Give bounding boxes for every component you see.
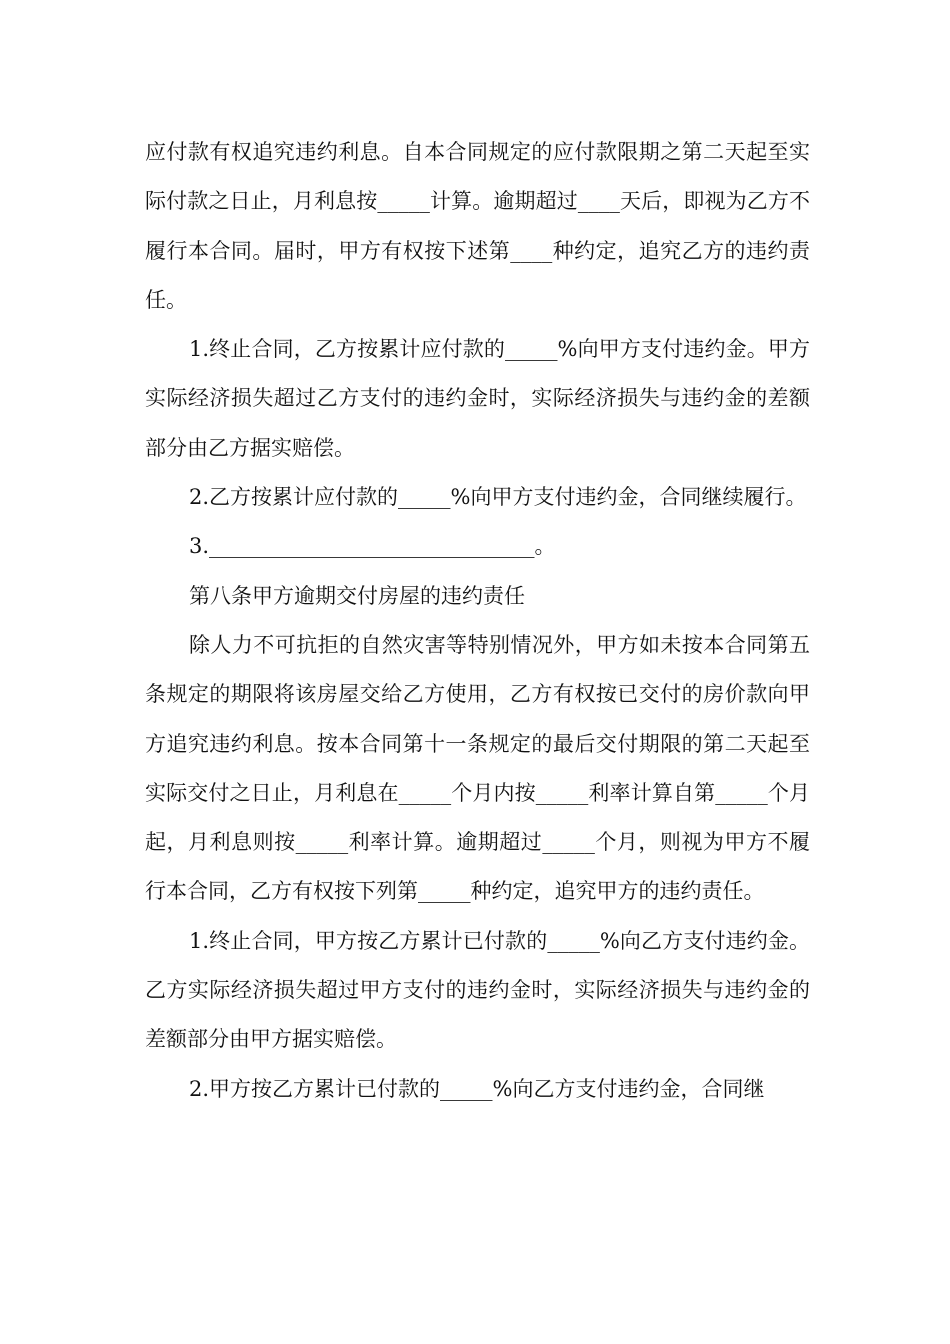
paragraph-option-2-continue: 2.乙方按累计应付款的_____%向甲方支付违约金，合同继续履行。 — [189, 485, 807, 510]
paragraph-late-delivery: 除人力不可抗拒的自然灾害等特别情况外，甲方如未按本合同第五条规定的期限将该房屋交给乙方使用，乙方有权按已交付的房价款向甲方追究违约利息。按本合同第十一条规定的最后交付期限的第二天起至实际交付之日止，月利息在_____个月内按_____利率计算自第_____个月起，月利息则按_____利率计算。逾期超过_____个月，则视为甲方不履行本合同，乙方有权按下列第_____种约定，追究甲方的违约责任。 — [145, 632, 810, 904]
paragraph-option-1-terminate: 1.终止合同，乙方按累计应付款的_____%向甲方支付违约金。甲方实际经济损失超过乙方支付的违约金时，实际经济损失与违约金的差额部分由乙方据实赔偿。 — [145, 337, 810, 460]
section-heading-article-8: 第八条甲方逾期交付房屋的违约责任 — [189, 583, 525, 608]
paragraph-penalty-interest: 应付款有权追究违约利息。自本合同规定的应付款限期之第二天起至实际付款之日止，月利息按_____计算。逾期超过____天后，即视为乙方不履行本合同。届时，甲方有权按下述第____种约定，追究乙方的违约责任。 — [145, 140, 810, 312]
paragraph-seller-option-1: 1.终止合同，甲方按乙方累计已付款的_____%向乙方支付违约金。乙方实际经济损失超过甲方支付的违约金时，实际经济损失与违约金的差额部分由甲方据实赔偿。 — [145, 928, 810, 1052]
paragraph-option-3-blank: 3._______________________________。 — [189, 534, 556, 559]
document-body — [145, 128, 810, 1114]
paragraph-seller-option-2: 2.甲方按乙方累计已付款的_____%向乙方支付违约金，合同继 — [189, 1076, 765, 1101]
